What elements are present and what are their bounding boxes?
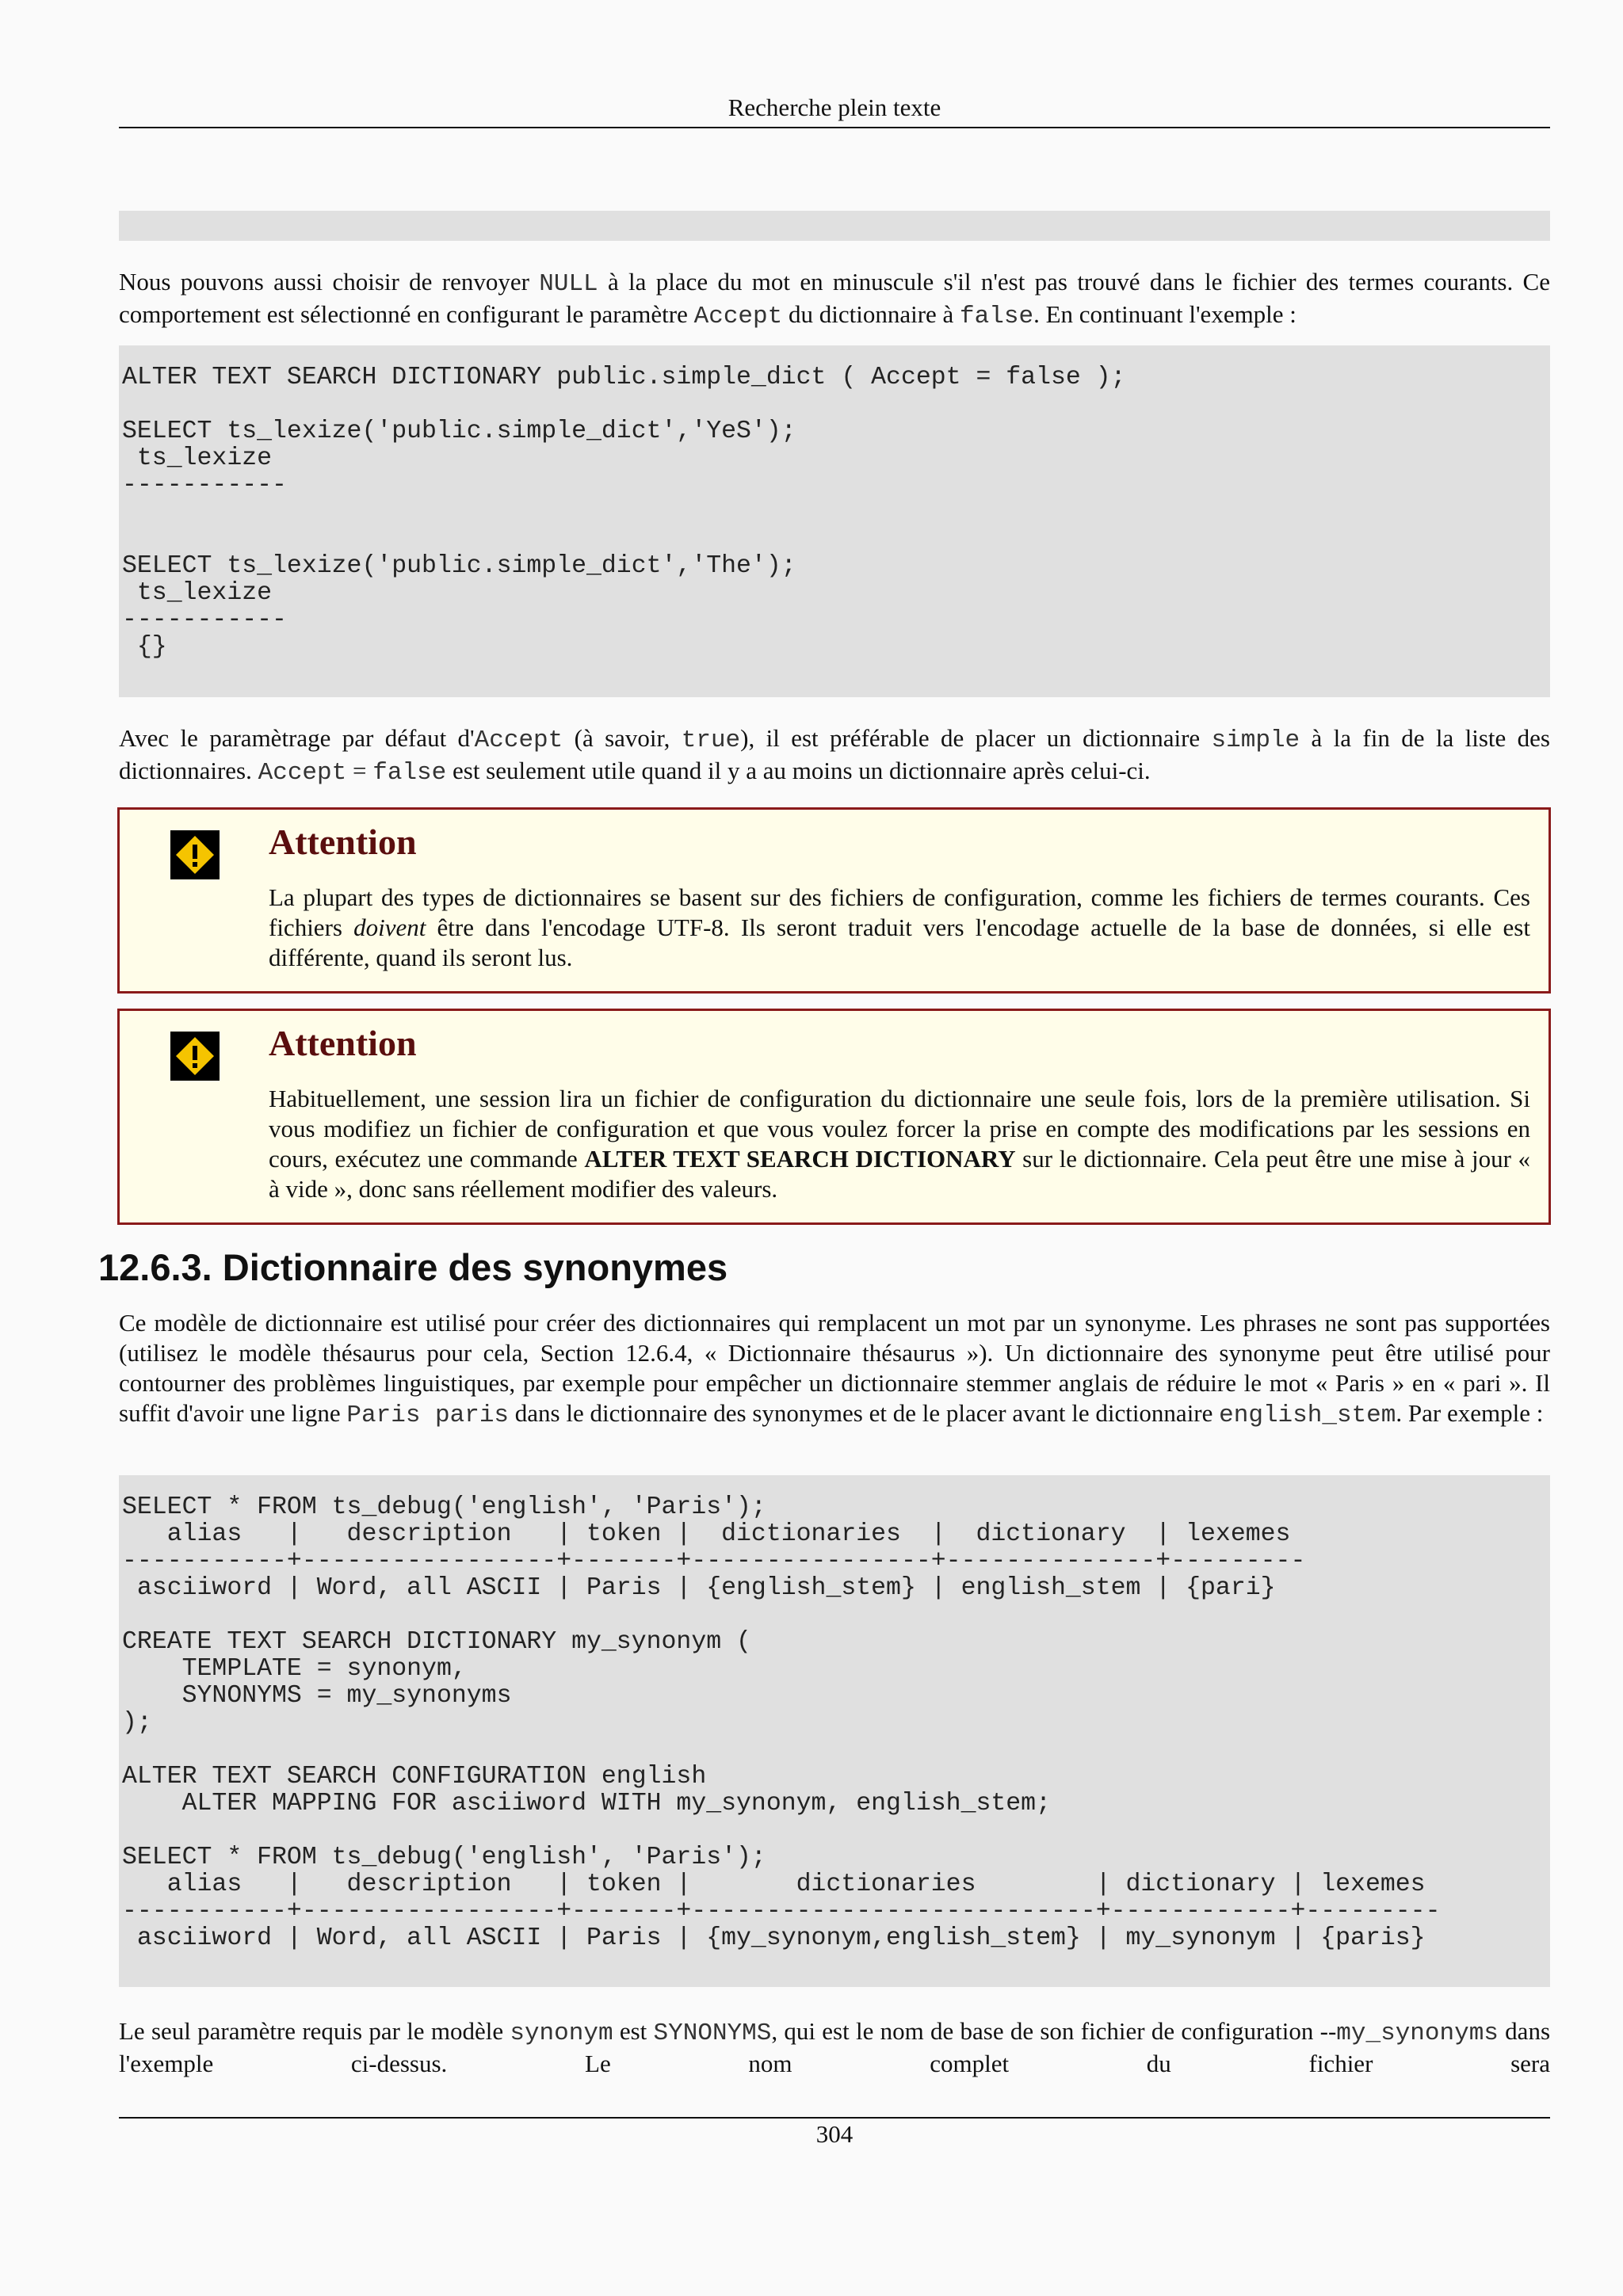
code-false: false: [372, 759, 447, 787]
emphasis: doivent: [353, 913, 426, 941]
warning-text: [269, 883, 1530, 973]
text: . En continuant l'exemple :: [1033, 300, 1296, 328]
text: Ce modèle de dictionnaire est utilisé pour créer des dictionnaires qui remplacent un mot par un synonyme. Les phrases ne sont pas supportées (utilisez le modèle thésaurus pour cela, Section 12.6.4, « Dictionnaire thésaurus »). Un dictionnaire des synonyme peut être utilisé pour contourner des problèmes linguistiques, par exemple pour empêcher un dictionnaire stemmer anglais de réduire le mot « Paris » en « pari ». Il suffit d'avoir une ligne: [119, 1309, 1550, 1427]
text: . Par exemple :: [1396, 1399, 1544, 1427]
paragraph-synonym-param: [119, 2016, 1550, 2079]
code-block-synonym-example: SELECT * FROM ts_debug('english', 'Paris'); alias | description | token | dictionaries | dictionary | lexemes -----------+-----------------+-------+----------------+--------------+--------- asciiword | Word, all ASCII | Paris | {english_stem} | english_stem | {pari} CREATE TEXT SEARCH DICTIONARY my_synonym ( TEMPLATE = synonym, SYNONYMS = my_synonyms ); ALTER TEXT SEARCH CONFIGURATION english ALTER MAPPING FOR asciiword WITH my_synonym, english_stem; SELECT * FROM ts_debug('english', 'Paris'); alias | description | token | dictionaries | dictionary | lexemes -----------+-----------------+-------+---------------------------+------------+--------- asciiword | Word, all ASCII | Paris | {my_synonym,english_stem} | my_synonym | {paris}: [119, 1475, 1550, 1987]
text: =: [346, 757, 373, 784]
text: Nous pouvons aussi choisir de renvoyer: [119, 268, 540, 296]
page-number: 304: [815, 2120, 854, 2148]
warning-box-encoding: [117, 807, 1551, 994]
text: est: [613, 2017, 654, 2045]
text: dans le dictionnaire des synonymes et de le placer avant le dictionnaire: [509, 1399, 1220, 1427]
command-name: ALTER TEXT SEARCH DICTIONARY: [584, 1145, 1016, 1173]
text: La plupart des types de dictionnaires se basent sur des fichiers de configuration, comme les fichiers de termes courants. Ces fichiers: [269, 883, 1530, 941]
text: Le seul paramètre requis par le modèle: [119, 2017, 510, 2045]
text: est seulement utile quand il y a au moins un dictionnaire après celui-ci.: [446, 757, 1151, 784]
warning-title: Attention: [269, 822, 417, 862]
code-false: false: [960, 303, 1034, 330]
footer-rule: [119, 2117, 1550, 2119]
paragraph-null-option: [119, 267, 1550, 332]
code-english-stem: english_stem: [1219, 1402, 1396, 1429]
code-paris-paris: Paris paris: [346, 1402, 510, 1429]
text: être dans l'encodage UTF-8. Ils seront traduit vers l'encodage actuelle de la base de données, si elle est différente, quand ils seront lus.: [269, 913, 1530, 971]
text: Habituellement, une session lira un fichier de configuration du dictionnaire une seule fois, lors de la première utilisation. Si vous modifiez un fichier de configuration et que vous voulez forcer la prise en compte des modifications par les sessions en cours, exécutez une commande: [269, 1085, 1530, 1173]
code-synonym: synonym: [510, 2019, 613, 2047]
paragraph-accept-default: [119, 723, 1550, 788]
warning-diamond-icon: [170, 1032, 220, 1081]
code-block-alter-dictionary: ALTER TEXT SEARCH DICTIONARY public.simple_dict ( Accept = false ); SELECT ts_lexize('public.simple_dict','YeS'); ts_lexize ----------- SELECT ts_lexize('public.simple_dict','The'); ts_lexize ----------- {}: [119, 345, 1550, 697]
warning-text: [269, 1084, 1530, 1204]
running-header: Recherche plein texte: [727, 93, 941, 121]
text: , qui est le nom de base de son fichier de configuration --: [771, 2017, 1337, 2045]
code-my-synonyms: my_synonyms: [1336, 2019, 1499, 2047]
code-accept: Accept: [693, 303, 783, 330]
text: (à savoir,: [563, 724, 682, 752]
code-null: NULL: [539, 270, 598, 298]
text: du dictionnaire à: [782, 300, 960, 328]
warning-diamond-icon: [170, 830, 220, 879]
code-accept: Accept: [258, 759, 347, 787]
text: à la place du mot en minuscule s'il n'est pas trouvé dans le fichier des termes courants. Ce comportement est sélectionné en configurant le paramètre: [119, 268, 1550, 328]
code-true: true: [681, 727, 741, 754]
warning-title: Attention: [269, 1023, 417, 1063]
text: dans l'exemple ci-dessus. Le nom complet du fichier sera: [119, 2017, 1551, 2077]
header-rule: [119, 127, 1550, 128]
code-synonyms: SYNONYMS: [653, 2019, 772, 2047]
code-simple: simple: [1211, 727, 1300, 754]
text: ), il est préférable de placer un dictionnaire: [740, 724, 1212, 752]
warning-box-session-reload: [117, 1009, 1551, 1225]
code-accept: Accept: [474, 727, 563, 754]
section-heading: 12.6.3. Dictionnaire des synonymes: [98, 1246, 728, 1288]
text: Avec le paramètrage par défaut d': [119, 724, 475, 752]
text: à la fin de la liste des dictionnaires.: [119, 724, 1550, 784]
paragraph-synonym-intro: [119, 1308, 1550, 1431]
code-block-fragment: [119, 211, 1550, 241]
text: sur le dictionnaire. Cela peut être une mise à jour « à vide », donc sans réellement modifier des valeurs.: [269, 1145, 1531, 1203]
